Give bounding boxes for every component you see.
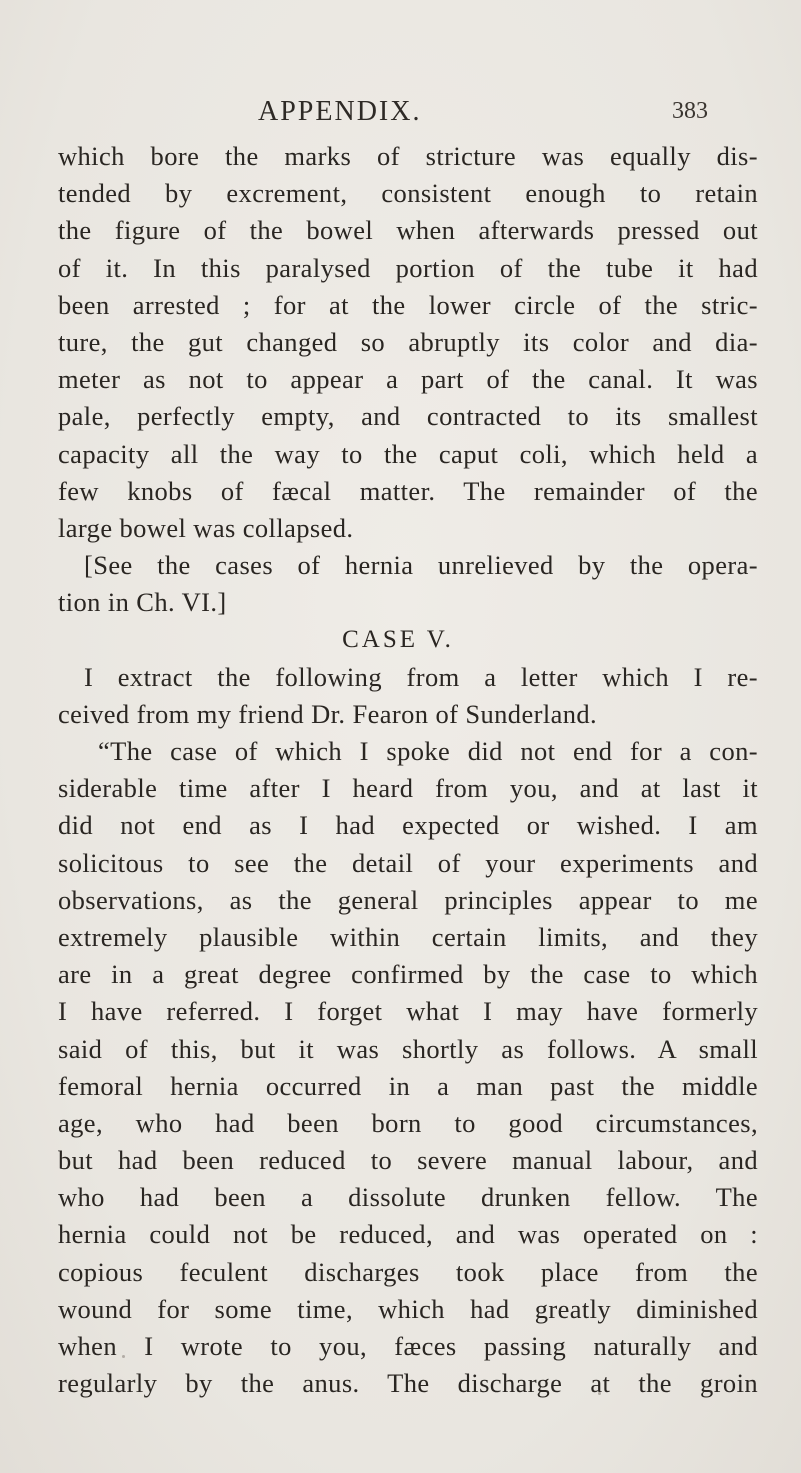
paper-speck (598, 1392, 601, 1395)
text-line: few knobs of fæcal matter. The remainder of the (58, 475, 758, 506)
text-line: of it. In this paralysed portion of the tube it had (58, 252, 758, 283)
text-line: extremely plausible within certain limits, and they (58, 921, 758, 952)
page-number: 383 (672, 98, 708, 124)
text-line: ture, the gut changed so abruptly its color and dia- (58, 326, 758, 357)
text-line: age, who had been born to good circumstances, (58, 1107, 758, 1138)
body-text (58, 138, 758, 1402)
text-line: meter as not to appear a part of the canal. It was (58, 364, 758, 395)
text-line: capacity all the way to the caput coli, which held a (58, 438, 758, 469)
text-line: been arrested ; for at the lower circle of the stric- (58, 289, 758, 320)
text-line: tion in Ch. VI.] (58, 587, 227, 618)
text-line: tended by excrement, consistent enough to retain (58, 178, 758, 209)
text-line: ceived from my friend Dr. Fearon of Sunderland. (58, 698, 598, 729)
text-line: [See the cases of hernia unrelieved by the opera- (84, 550, 758, 581)
case-heading: CASE V. (342, 626, 454, 654)
text-line: observations, as the general principles appear to me (58, 884, 758, 915)
text-line: femoral hernia occurred in a man past the middle (58, 1070, 758, 1101)
running-head-title: APPENDIX. (258, 96, 422, 127)
paper-speck (122, 1355, 125, 1358)
text-line: I extract the following from a letter which I re- (84, 661, 758, 692)
text-line: large bowel was collapsed. (58, 512, 354, 543)
text-line: copious feculent discharges took place from the (58, 1256, 758, 1287)
text-line: are in a great degree confirmed by the case to which (58, 959, 758, 990)
text-line: I have referred. I forget what I may have formerly (58, 996, 758, 1027)
text-line: regularly by the anus. The discharge at the groin (58, 1368, 758, 1399)
text-line: solicitous to see the detail of your experiments and (58, 847, 758, 878)
text-line: when I wrote to you, fæces passing naturally and (58, 1331, 758, 1361)
text-line: which bore the marks of stricture was equally dis- (58, 141, 758, 171)
text-line: siderable time after I heard from you, and at last it (58, 773, 758, 804)
text-line: “The case of which I spoke did not end for a con- (98, 736, 758, 766)
running-head (60, 96, 760, 140)
text-line: hernia could not be reduced, and was operated on : (58, 1219, 758, 1250)
text-line: but had been reduced to severe manual labour, and (58, 1145, 758, 1176)
text-line: the figure of the bowel when afterwards pressed out (58, 215, 758, 246)
text-line: who had been a dissolute drunken fellow. The (58, 1182, 758, 1213)
text-line: said of this, but it was shortly as follows. A small (58, 1033, 758, 1064)
text-line: wound for some time, which had greatly diminished (58, 1293, 758, 1324)
text-line: pale, perfectly empty, and contracted to its smallest (58, 401, 758, 432)
text-line: did not end as I had expected or wished. I am (58, 810, 758, 841)
